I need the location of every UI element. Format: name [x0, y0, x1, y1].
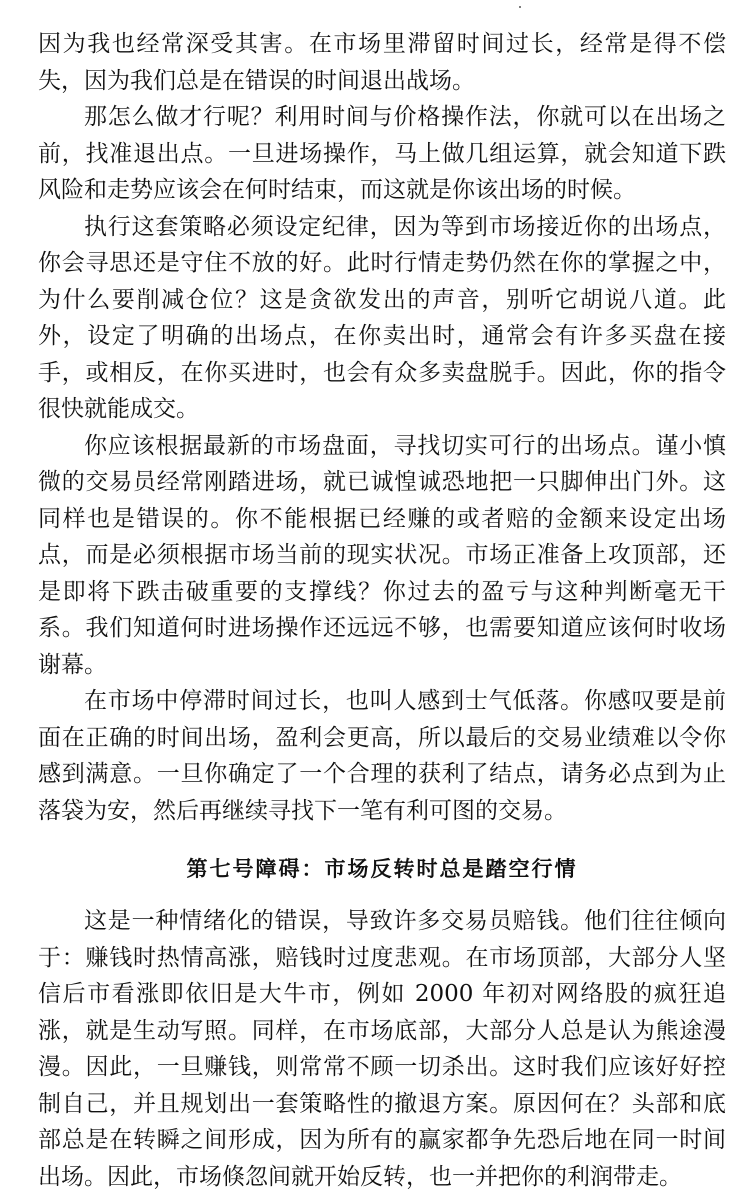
section-heading: 第七号障碍：市场反转时总是踏空行情	[186, 857, 578, 881]
paragraph-exit-point: 你应该根据最新的市场盘面，寻找切实可行的出场点。谨小慎微的交易员经常刚踏进场，就已诚惶诚恐地把一只脚伸出门外。这同样也是错误的。你不能根据已经赚的或者赔的金额来设定出场点，而是必须根据市场当前的现实状况。市场正准备上攻顶部，还是即将下跌击破重要的支撑线？你过去的盈亏与这种判断毫无干系。我们知道何时进场操作还远远不够，也需要知道应该何时收场谢幕。	[38, 432, 726, 678]
paragraph-exit-method: 那怎么做才行呢？利用时间与价格操作法，你就可以在出场之前，找准退出点。一旦进场操作，马上做几组运算，就会知道下跌风险和走势应该会在何时结束，而这就是你该出场的时候。	[38, 104, 726, 203]
paragraph-emotional-error: 这是一种情绪化的错误，导致许多交易员赔钱。他们往往倾向于：赚钱时热情高涨，赔钱时过度悲观。在市场顶部，大部分人坚信后市看涨即依旧是大牛市，例如 2000 年初对网络股的疯狂追涨，就是生动写照。同样，在市场底部，大部分人总是认为熊途漫漫。因此，一旦赚钱，则常常不顾一切杀出。这时我们应该好好控制自己，并且规划出一套策略性的撤退方案。原因何在？头部和底部总是在转瞬之间形成，因为所有的赢家都争先恐后地在同一时间出场。因此，市场倏忽间就开始反转，也一并把你的利润带走。	[38, 908, 726, 1190]
paragraph-discipline: 执行这套策略必须设定纪律，因为等到市场接近你的出场点，你会寻思还是守住不放的好。此时行情走势仍然在你的掌握之中，为什么要削减仓位？这是贪欲发出的声音，别听它胡说八道。此外，设定了明确的出场点，在你卖出时，通常会有许多买盘在接手，或相反，在你买进时，也会有众多卖盘脱手。因此，你的指令很快就能成交。	[38, 213, 726, 422]
paragraph-morale: 在市场中停滞时间过长，也叫人感到士气低落。你感叹要是前面在正确的时间出场，盈利会更高，所以最后的交易业绩难以令你感到满意。一旦你确定了一个合理的获利了结点，请务必点到为止落袋为安，然后再继续寻找下一笔有利可图的交易。	[38, 688, 726, 824]
scan-speck	[519, 6, 521, 8]
paragraph-continued: 因为我也经常深受其害。在市场里滞留时间过长，经常是得不偿失，因为我们总是在错误的时间退出战场。	[38, 31, 726, 94]
